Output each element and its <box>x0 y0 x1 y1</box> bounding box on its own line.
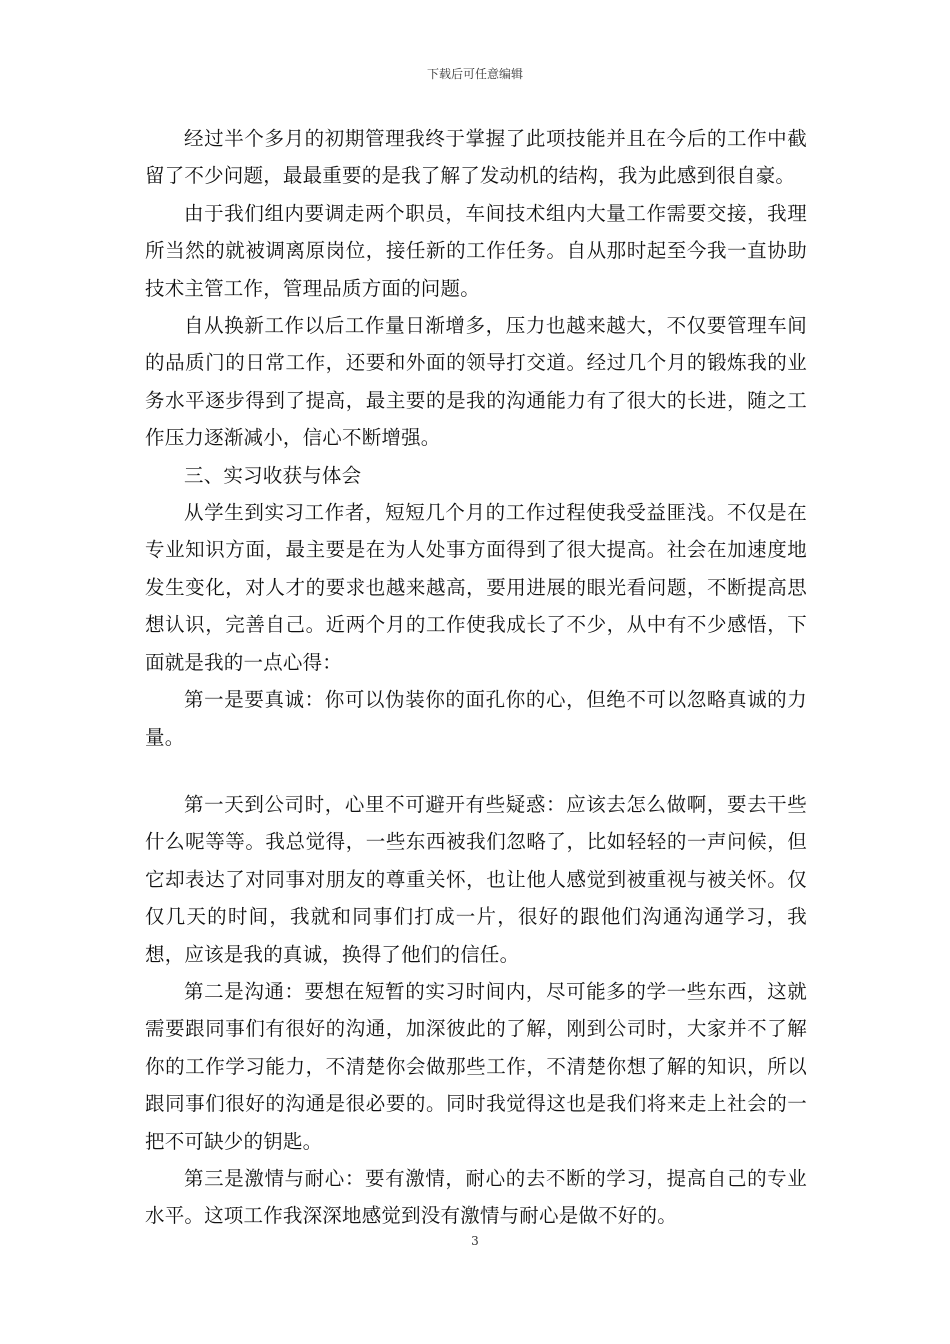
blank-line <box>145 756 807 786</box>
document-body <box>145 120 807 1235</box>
paragraph: 从学生到实习工作者，短短几个月的工作过程使我受益匪浅。不仅是在专业知识方面，最主要是在为人处事方面得到了很大提高。社会在加速度地发生变化，对人才的要求也越来越高，要用进展的眼光看问题，不断提高思想认识，完善自己。近两个月的工作使我成长了不少，从中有不少感悟，下面就是我的一点心得： <box>145 501 807 674</box>
page-header: 下载后可任意编辑 <box>426 67 523 81</box>
paragraph: 第三是激情与耐心：要有激情，耐心的去不断的学习，提高自己的专业水平。这项工作我深深地感觉到没有激情与耐心是做不好的。 <box>145 1166 807 1228</box>
paragraph: 第一是要真诚：你可以伪装你的面孔你的心，但绝不可以忽略真诚的力量。 <box>145 688 807 749</box>
paragraph: 经过半个多月的初期管理我终于掌握了此项技能并且在今后的工作中截留了不少问题，最最重要的是我了解了发动机的结构，我为此感到很自豪。 <box>145 127 807 188</box>
page-number: 3 <box>471 1234 479 1248</box>
paragraph: 第二是沟通：要想在短暂的实习时间内，尽可能多的学一些东西，这就需要跟同事们有很好的沟通，加深彼此的了解，刚到公司时，大家并不了解你的工作学习能力，不清楚你会做那些工作，不清楚你想了解的知识，所以跟同事们很好的沟通是很必要的。同时我觉得这也是我们将来走上社会的一把不可缺少的钥匙。 <box>145 979 807 1153</box>
paragraph: 由于我们组内要调走两个职员，车间技术组内大量工作需要交接，我理所当然的就被调离原岗位，接任新的工作任务。自从那时起至今我一直协助技术主管工作，管理品质方面的问题。 <box>145 201 807 300</box>
section-heading: 三、实习收获与体会 <box>184 463 362 487</box>
paragraph: 第一天到公司时，心里不可避开有些疑惑：应该去怎么做啊，要去干些什么呢等等。我总觉得，一些东西被我们忽略了，比如轻轻的一声问候，但它却表达了对同事对朋友的尊重关怀，也让他人感觉到被重视与被关怀。仅仅几天的时间，我就和同事们打成一片，很好的跟他们沟通沟通学习，我想，应该是我的真诚，换得了他们的信任。 <box>145 792 807 966</box>
paragraph: 自从换新工作以后工作量日渐增多，压力也越来越大，不仅要管理车间的品质门的日常工作，还要和外面的领导打交道。经过几个月的锻炼我的业务水平逐步得到了提高，最主要的是我的沟通能力有了很大的长进，随之工作压力逐渐减小，信心不断增强。 <box>145 314 807 450</box>
